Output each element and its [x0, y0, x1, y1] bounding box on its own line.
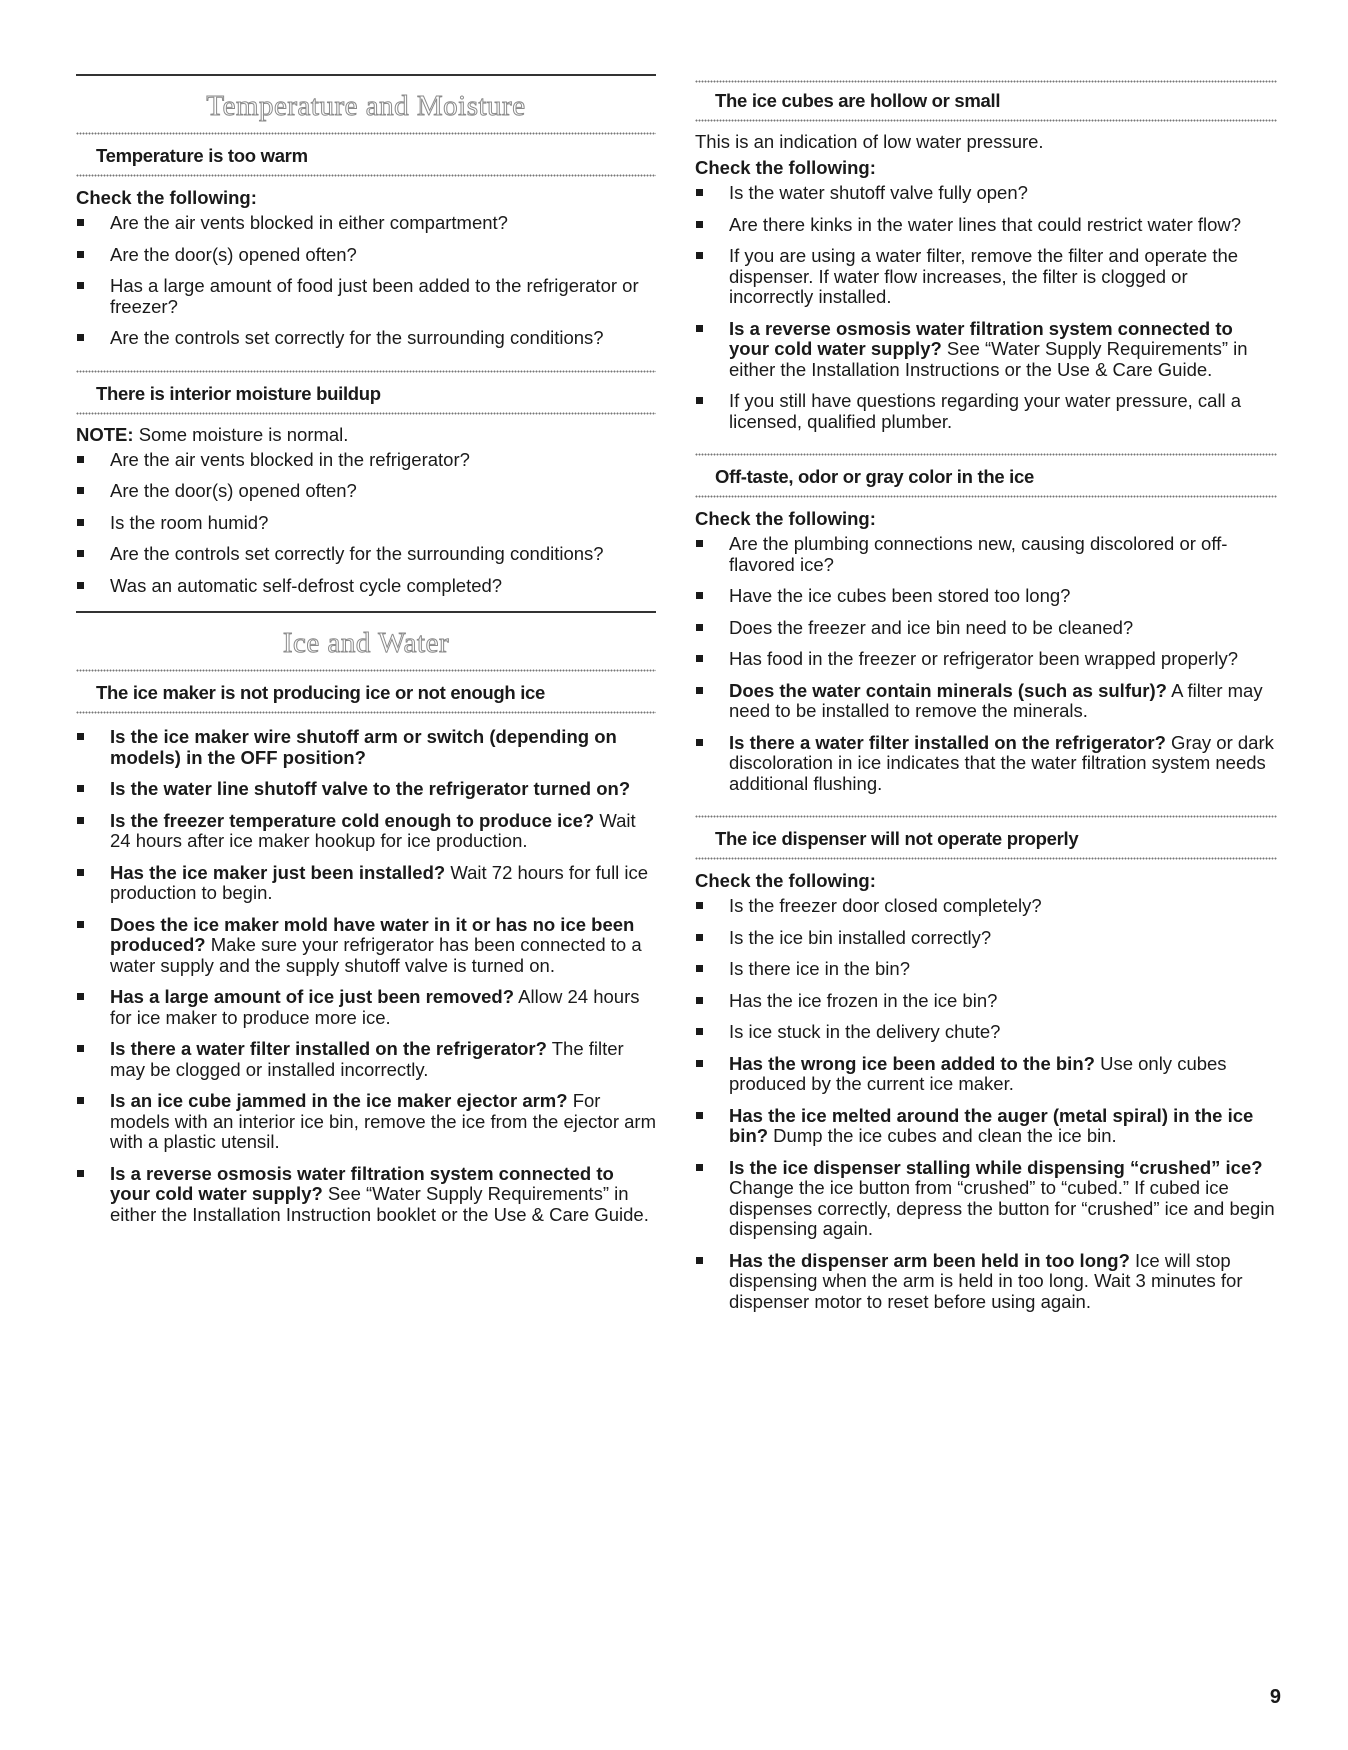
checklist-item: [695, 896, 1277, 917]
problem-heading-dispenser: The ice dispenser will not operate properly: [715, 828, 1079, 849]
checklist-item: [695, 1158, 1277, 1240]
square-bullet-icon: [696, 325, 703, 332]
item-text: Is the water shutoff valve fully open?: [729, 182, 1028, 203]
item-text: Does the freezer and ice bin need to be cleaned?: [729, 616, 1134, 638]
item-question: Is there a water filter installed on the refrigerator?: [729, 731, 1166, 753]
checklist-item: [76, 1039, 656, 1080]
checklist-item: [695, 649, 1277, 670]
item-text: Has the ice frozen in the ice bin?: [729, 989, 998, 1011]
square-bullet-icon: [77, 733, 84, 740]
item-text: A filter may need to be installed to remove the minerals.: [729, 679, 1263, 721]
problem-heading-hollow: The ice cubes are hollow or small: [715, 90, 1001, 111]
square-bullet-icon: [696, 1028, 703, 1035]
item-text: See “Water Supply Requirements” in either the Installation Instructions or the Use & Care Guide.: [729, 338, 1248, 380]
checklist-item: [695, 1106, 1277, 1147]
checklist: [76, 727, 656, 1225]
item-question: Has the ice melted around the auger (metal spiral) in the ice bin?: [729, 1104, 1254, 1146]
section-rule: [76, 611, 656, 613]
item-text: Allow 24 hours for ice maker to produce more ice.: [110, 986, 640, 1028]
item-question: Is the ice dispenser stalling while dispensing “crushed” ice?: [729, 1156, 1263, 1178]
checklist-item: [695, 1251, 1277, 1313]
checklist-item: [695, 733, 1277, 795]
square-bullet-icon: [77, 251, 84, 258]
checklist: [695, 534, 1277, 794]
square-bullet-icon: [696, 1257, 703, 1264]
item-text: Are the door(s) opened often?: [110, 480, 357, 501]
section-title-ice-water: Ice and Water: [282, 627, 450, 659]
dotted-rule: [695, 857, 1277, 861]
item-text: Wait 72 hours for full ice production to begin.: [110, 861, 649, 903]
checklist-item: [695, 928, 1277, 949]
checklist-item: [76, 276, 656, 317]
item-text: Are the air vents blocked in the refrigerator?: [110, 448, 470, 470]
checklist-item: [76, 576, 656, 597]
square-bullet-icon: [77, 785, 84, 792]
item-text: Ice will stop dispensing when the arm is held in too long. Wait 3 minutes for dispenser motor to reset before using again.: [729, 1249, 1243, 1312]
item-question: Does the ice maker mold have water in it or has no ice been produced?: [110, 913, 635, 955]
checklist-item: [76, 779, 656, 800]
item-question: Has the wrong ice been added to the bin?: [729, 1052, 1095, 1074]
check-label: Check the following:: [695, 508, 876, 529]
square-bullet-icon: [696, 934, 703, 941]
checklist-item: [76, 1091, 656, 1153]
square-bullet-icon: [77, 519, 84, 526]
checklist-item: [76, 811, 656, 852]
item-question: Is the water line shutoff valve to the refrigerator turned on?: [110, 778, 631, 799]
checklist-item: [695, 681, 1277, 722]
square-bullet-icon: [77, 456, 84, 463]
square-bullet-icon: [77, 1045, 84, 1052]
item-text: Is the room humid?: [110, 511, 269, 533]
item-question: Is an ice cube jammed in the ice maker ejector arm?: [110, 1090, 568, 1111]
square-bullet-icon: [696, 687, 703, 694]
checklist-item: [695, 991, 1277, 1012]
checklist-item: [695, 391, 1277, 432]
square-bullet-icon: [696, 739, 703, 746]
item-text: Are the controls set correctly for the surrounding conditions?: [110, 543, 604, 564]
square-bullet-icon: [696, 189, 703, 196]
checklist-item: [695, 618, 1277, 639]
left-column: [76, 0, 656, 1236]
checklist-item: [695, 1054, 1277, 1095]
item-text: Are the plumbing connections new, causing discolored or off-flavored ice?: [729, 533, 1228, 575]
item-text: Are there kinks in the water lines that could restrict water flow?: [729, 213, 1242, 235]
item-text: The filter may be clogged or installed incorrectly.: [110, 1038, 624, 1080]
item-text: Is ice stuck in the delivery chute?: [729, 1021, 1001, 1042]
square-bullet-icon: [77, 550, 84, 557]
intro-text: This is an indication of low water pressure.: [695, 131, 1044, 152]
note-text: Some moisture is normal.: [133, 423, 349, 445]
right-column: [695, 0, 1277, 1323]
checklist: [695, 896, 1277, 1312]
item-text: Are the air vents blocked in either compartment?: [110, 212, 508, 233]
note: [76, 424, 656, 446]
square-bullet-icon: [696, 965, 703, 972]
item-question: Has the ice maker just been installed?: [110, 861, 446, 883]
section-rule: [76, 74, 656, 76]
checklist-item: [76, 863, 656, 904]
square-bullet-icon: [77, 487, 84, 494]
checklist-item: [76, 513, 656, 534]
item-text: Is there ice in the bin?: [729, 958, 910, 979]
square-bullet-icon: [696, 1112, 703, 1119]
square-bullet-icon: [77, 817, 84, 824]
checklist-item: [76, 481, 656, 502]
square-bullet-icon: [77, 921, 84, 928]
check-label: Check the following:: [695, 157, 876, 178]
item-question: Is the ice maker wire shutoff arm or switch (depending on models) in the OFF position?: [110, 726, 617, 768]
item-text: Has food in the freezer or refrigerator been wrapped properly?: [729, 648, 1239, 669]
item-text: For models with an interior ice bin, remove the ice from the ejector arm with a plastic utensil.: [110, 1090, 656, 1152]
note-label: NOTE:: [76, 423, 134, 445]
checklist: [76, 213, 656, 349]
square-bullet-icon: [696, 997, 703, 1004]
item-text: If you still have questions regarding your water pressure, call a licensed, qualified plumber.: [729, 390, 1242, 432]
section-title-temperature: Temperature and Moisture: [206, 90, 526, 122]
square-bullet-icon: [696, 655, 703, 662]
item-question: Is a reverse osmosis water filtration system connected to your cold water supply?: [729, 317, 1233, 359]
item-text: Is the ice bin installed correctly?: [729, 926, 992, 948]
checklist-item: [695, 586, 1277, 607]
item-text: Is the freezer door closed completely?: [729, 895, 1042, 916]
square-bullet-icon: [696, 624, 703, 631]
item-text: Change the ice button from “crushed” to “cubed.” If cubed ice dispenses correctly, depress the button for “crushed” ice and begin dispensing again.: [729, 1177, 1275, 1239]
square-bullet-icon: [696, 1060, 703, 1067]
checklist: [76, 450, 656, 597]
square-bullet-icon: [696, 221, 703, 228]
item-text: Use only cubes produced by the current ice maker.: [729, 1052, 1227, 1094]
square-bullet-icon: [696, 1164, 703, 1171]
item-text: Has a large amount of food just been added to the refrigerator or freezer?: [110, 275, 639, 317]
checklist-item: [76, 987, 656, 1028]
checklist-item: [695, 534, 1277, 575]
square-bullet-icon: [696, 540, 703, 547]
checklist-item: [695, 246, 1277, 308]
square-bullet-icon: [696, 397, 703, 404]
item-question: Is a reverse osmosis water filtration system connected to your cold water supply?: [110, 1162, 614, 1204]
item-text: See “Water Supply Requirements” in either the Installation Instruction booklet or the Use & Care Guide.: [110, 1183, 649, 1225]
item-question: Has a large amount of ice just been removed?: [110, 986, 515, 1007]
item-text: Make sure your refrigerator has been connected to a water supply and the supply shutoff valve is turned on.: [110, 934, 642, 976]
dotted-rule: [76, 174, 656, 178]
square-bullet-icon: [696, 592, 703, 599]
item-text: Gray or dark discoloration in ice indicates that the water filtration system needs additional flushing.: [729, 731, 1274, 794]
dotted-rule: [695, 119, 1277, 123]
checklist-item: [76, 245, 656, 266]
item-text: Are the door(s) opened often?: [110, 243, 357, 265]
item-question: Has the dispenser arm been held in too long?: [729, 1249, 1130, 1271]
dotted-rule: [695, 495, 1277, 499]
square-bullet-icon: [696, 252, 703, 259]
dotted-rule: [76, 412, 656, 416]
checklist-item: [76, 213, 656, 234]
square-bullet-icon: [77, 582, 84, 589]
square-bullet-icon: [77, 1170, 84, 1177]
problem-heading-too-warm: Temperature is too warm: [96, 145, 308, 166]
checklist-item: [695, 319, 1277, 381]
item-question: Does the water contain minerals (such as sulfur)?: [729, 679, 1167, 701]
checklist-item: [76, 328, 656, 349]
checklist: [695, 183, 1277, 432]
checklist-item: [76, 915, 656, 977]
item-question: Is there a water filter installed on the refrigerator?: [110, 1038, 547, 1059]
checklist-item: [695, 959, 1277, 980]
checklist-item: [76, 727, 656, 768]
square-bullet-icon: [77, 219, 84, 226]
square-bullet-icon: [77, 282, 84, 289]
problem-heading-no-ice: The ice maker is not producing ice or not enough ice: [96, 682, 546, 703]
item-text: Was an automatic self-defrost cycle completed?: [110, 574, 503, 596]
item-text: Are the controls set correctly for the surrounding conditions?: [110, 327, 604, 348]
check-label: Check the following:: [76, 187, 257, 208]
square-bullet-icon: [77, 1097, 84, 1104]
problem-heading-off-taste: Off-taste, odor or gray color in the ice: [715, 466, 1034, 487]
problem-heading-moisture: There is interior moisture buildup: [96, 382, 381, 404]
item-text: Dump the ice cubes and clean the ice bin.: [768, 1125, 1117, 1146]
item-text: Have the ice cubes been stored too long?: [729, 585, 1071, 606]
checklist-item: [695, 215, 1277, 236]
item-question: Is the freezer temperature cold enough to produce ice?: [110, 809, 595, 831]
checklist-item: [76, 450, 656, 471]
page-number: 9: [1269, 1686, 1281, 1708]
checklist-item: [76, 544, 656, 565]
square-bullet-icon: [77, 993, 84, 1000]
square-bullet-icon: [77, 869, 84, 876]
checklist-item: [695, 183, 1277, 204]
square-bullet-icon: [696, 902, 703, 909]
item-text: If you are using a water filter, remove the filter and operate the dispenser. If water flow increases, the filter is clogged or incorrectly installed.: [729, 245, 1239, 307]
item-text: Wait 24 hours after ice maker hookup for ice production.: [110, 809, 636, 851]
checklist-item: [695, 1022, 1277, 1043]
checklist-item: [76, 1164, 656, 1226]
square-bullet-icon: [77, 334, 84, 341]
check-label: Check the following:: [695, 870, 876, 891]
